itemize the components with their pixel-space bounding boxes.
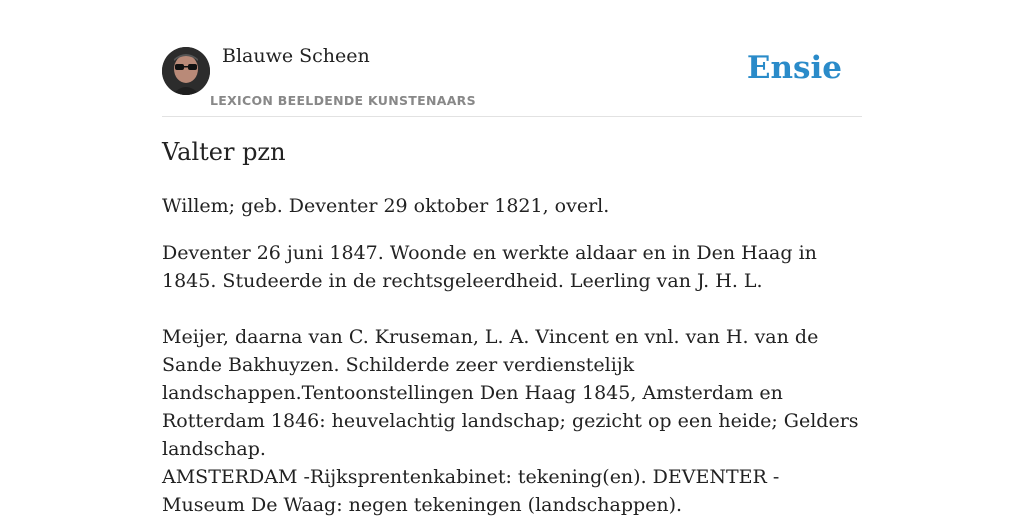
- header: [162, 0, 862, 117]
- ensie-logo[interactable]: Ensie: [746, 50, 842, 86]
- article-paragraph: AMSTERDAM -Rijksprentenkabinet: tekening(en). DEVENTER -Museum De Waag: negen tekeningen (landschappen).: [162, 466, 780, 516]
- category-label[interactable]: LEXICON BEELDENDE KUNSTENAARS: [210, 93, 476, 108]
- page: [162, 0, 862, 516]
- article-paragraph: Meijer, daarna van C. Kruseman, L. A. Vincent en vnl. van H. van de Sande Bakhuyzen. Schilderde zeer verdienstelijk landschappen.Tentoonstellingen Den Haag 1845, Amsterdam en Rotterdam 1846: heuvelachtig landschap; gezicht op een heide; Gelders landschap.: [162, 326, 859, 460]
- article-paragraph: Deventer 26 juni 1847. Woonde en werkte aldaar en in Den Haag in 1845. Studeerde in de rechtsgeleerdheid. Leerling van J. H. L.: [162, 242, 817, 292]
- author-name[interactable]: Blauwe Scheen: [222, 45, 370, 67]
- article-title: Valter pzn: [162, 138, 286, 166]
- author-avatar[interactable]: [162, 47, 210, 95]
- article-paragraph: Willem; geb. Deventer 29 oktober 1821, overl.: [162, 195, 610, 217]
